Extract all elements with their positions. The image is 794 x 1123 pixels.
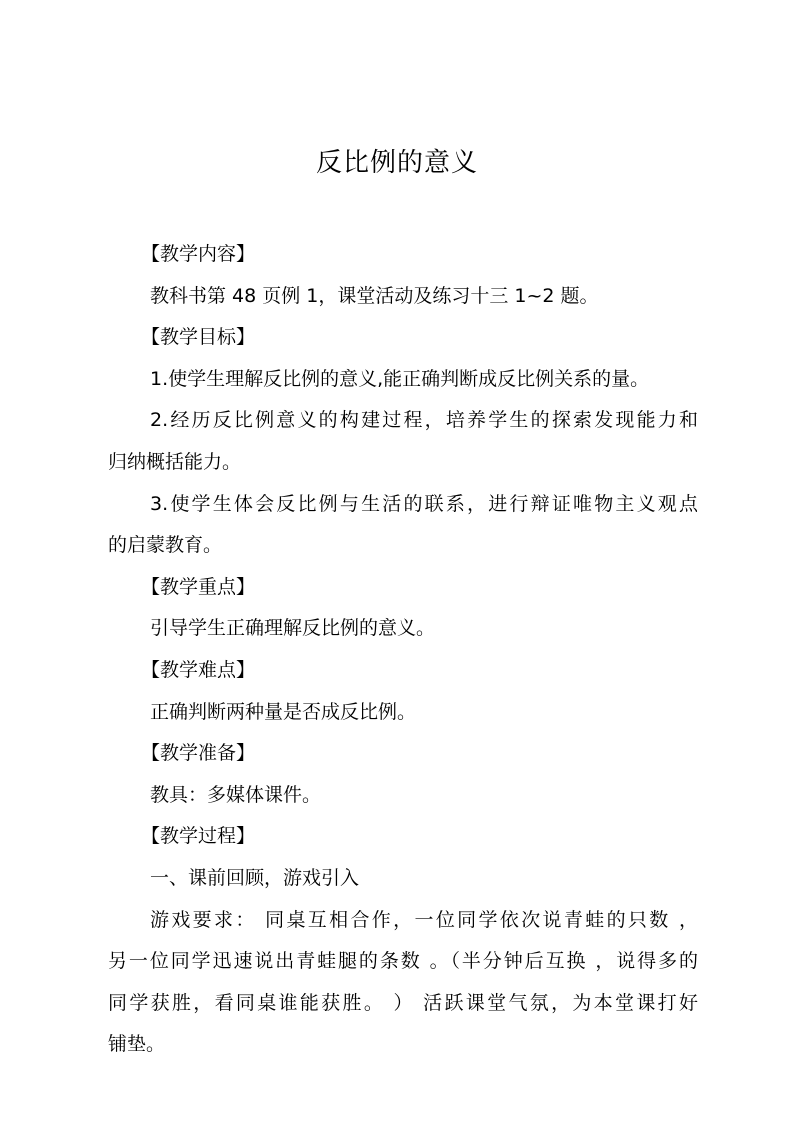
paragraph-line: 正确判断两种量是否成反比例。 bbox=[150, 700, 417, 723]
paragraph-line: 另一位同学迅速说出青蛙腿的条数 。（半分钟后互换 ，说得多的 bbox=[108, 950, 698, 973]
paragraph-line: 归纳概括能力。 bbox=[108, 450, 242, 473]
paragraph-line: 1.使学生理解反比例的意义,能正确判断成反比例关系的量。 bbox=[150, 367, 650, 390]
paragraph-line: 教科书第 48 页例 1，课堂活动及练习十三 1~2 题。 bbox=[150, 284, 599, 307]
section-heading-objectives: 【教学目标】 bbox=[141, 326, 256, 349]
paragraph-line: 的启蒙教育。 bbox=[108, 534, 223, 557]
document-body bbox=[108, 234, 698, 1066]
paragraph-line: 铺垫。 bbox=[108, 1033, 166, 1056]
paragraph-line: 一、课前回顾，游戏引入 bbox=[150, 866, 360, 889]
section-heading-preparation: 【教学准备】 bbox=[141, 742, 256, 765]
paragraph-line: 2.经历反比例意义的构建过程，培养学生的探索发现能力和 bbox=[150, 409, 698, 432]
paragraph-line: 游戏要求： 同桌互相合作，一位同学依次说青蛙的只数 ， bbox=[150, 908, 698, 931]
section-heading-content: 【教学内容】 bbox=[141, 243, 256, 265]
section-heading-difficulties: 【教学难点】 bbox=[141, 658, 256, 681]
section-heading-process: 【教学过程】 bbox=[141, 825, 256, 848]
page-title: 反比例的意义 bbox=[315, 148, 478, 178]
paragraph-line: 3.使学生体会反比例与生活的联系，进行辩证唯物主义观点 bbox=[150, 492, 698, 515]
paragraph-line: 引导学生正确理解反比例的意义。 bbox=[150, 617, 436, 640]
section-heading-key-points: 【教学重点】 bbox=[141, 575, 256, 598]
paragraph-line: 同学获胜，看同桌谁能获胜。 ） 活跃课堂气氛，为本堂课打好 bbox=[108, 991, 698, 1014]
paragraph-line: 教具：多媒体课件。 bbox=[150, 783, 322, 806]
